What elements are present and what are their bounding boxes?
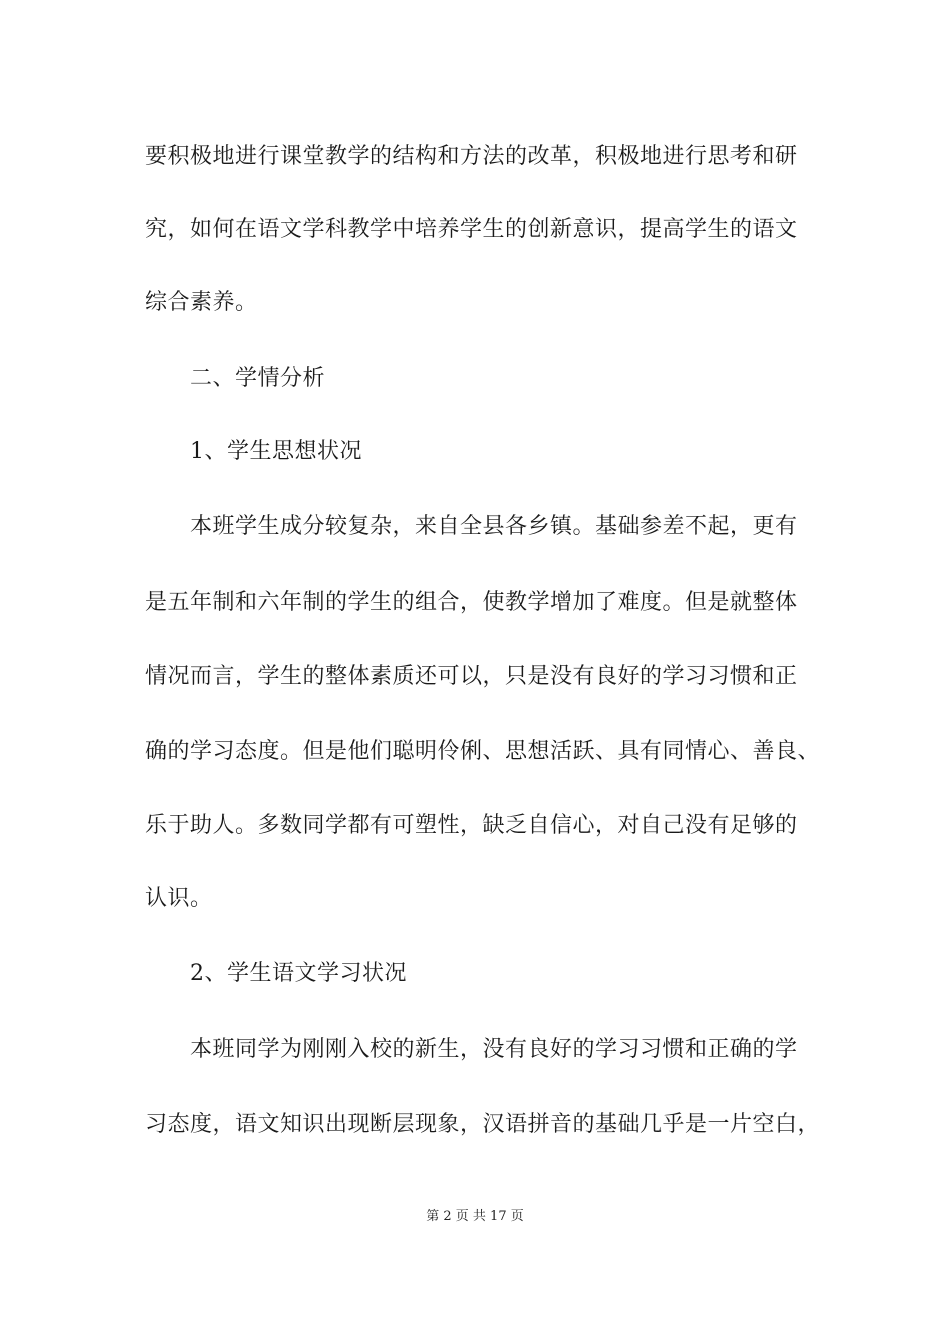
body-text-line: 本班同学为刚刚入校的新生，没有良好的学习习惯和正确的学 (190, 1037, 798, 1062)
body-text-line: 是五年制和六年制的学生的组合，使教学增加了难度。但是就整体 (145, 590, 798, 615)
body-text-line: 认识。 (145, 886, 213, 911)
body-text-line: 乐于助人。多数同学都有可塑性，缺乏自信心，对自己没有足够的 (145, 813, 798, 838)
body-text-line: 本班学生成分较复杂，来自全县各乡镇。基础参差不起，更有 (190, 514, 798, 539)
body-text-line: 确的学习态度。但是他们聪明伶俐、思想活跃、具有同情心、善良、 (145, 739, 821, 764)
body-text-line: 综合素养。 (145, 290, 258, 315)
page-footer: 第 2 页 共 17 页 (426, 1209, 524, 1224)
subsection-heading: 1、学生思想状况 (190, 439, 362, 464)
body-text-line: 究，如何在语文学科教学中培养学生的创新意识，提高学生的语文 (145, 217, 798, 242)
body-text-line: 要积极地进行课堂教学的结构和方法的改革，积极地进行思考和研 (145, 144, 798, 169)
subsection-heading: 2、学生语文学习状况 (190, 961, 407, 986)
body-text-line: 情况而言，学生的整体素质还可以，只是没有良好的学习习惯和正 (145, 664, 798, 689)
section-heading: 二、学情分析 (190, 366, 326, 391)
body-text-line: 习态度，语文知识出现断层现象，汉语拼音的基础几乎是一片空白， (145, 1112, 821, 1137)
